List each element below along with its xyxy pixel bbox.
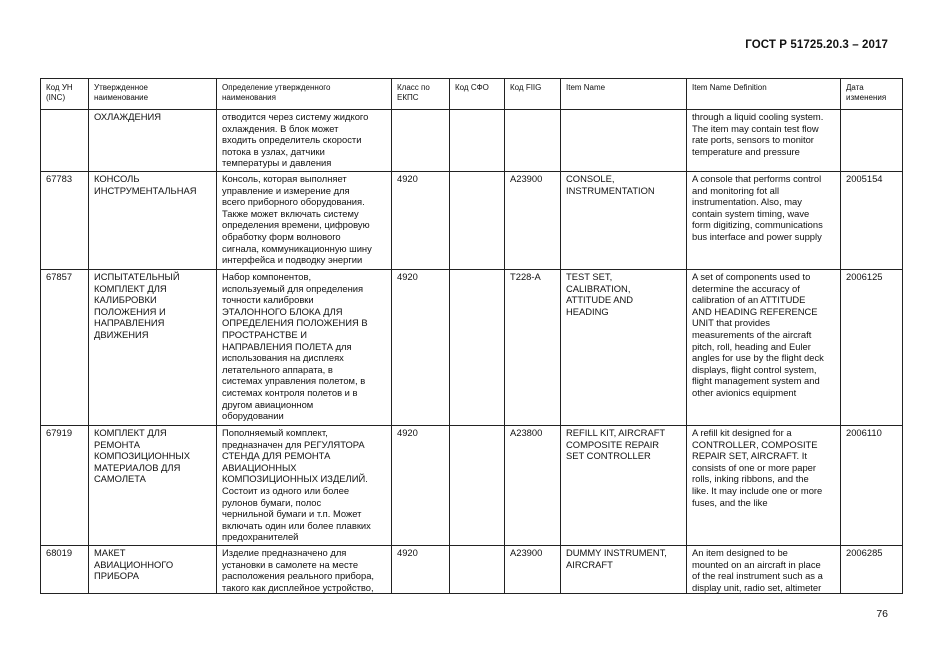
cell-fiig (505, 110, 561, 172)
cell-class: 4920 (392, 425, 450, 545)
cell-approved-name: ИСПЫТАТЕЛЬНЫЙ КОМПЛЕКТ ДЛЯ КАЛИБРОВКИ ПОЛОЖЕНИЯ И НАПРАВЛЕНИЯ ДВИЖЕНИЯ (89, 269, 217, 425)
cell-item-name: CONSOLE, INSTRUMENTATION (561, 171, 687, 269)
cell-approved-name: КОМПЛЕКТ ДЛЯ РЕМОНТА КОМПОЗИЦИОННЫХ МАТЕРИАЛОВ ДЛЯ САМОЛЕТА (89, 425, 217, 545)
cell-definition: Консоль, которая выполняет управление и измерение для всего приборного оборудования. Также может включать систему определения времени, цифровую обработку форм волнового сигнала, коммуникационную шину интерфейса и подводку энергии (217, 171, 392, 269)
cell-item-definition: A console that performs control and monitoring fot all instrumentation. Also, may contain system timing, wave form digitizing, communications bus interface and power supply (687, 171, 841, 269)
cell-definition: Набор компонентов, используемый для определения точности калибровки ЭТАЛОННОГО БЛОКА ДЛЯ ОПРЕДЕЛЕНИЯ ПОЛОЖЕНИЯ В ПРОСТРАНСТВЕ И НАПРАВЛЕНИЯ ПОЛЕТА для использования на дисплеях летательного аппарата, в системах управления полетом, в системах контроля полетов и в другом авиационном оборудовании (217, 269, 392, 425)
cell-sfo (450, 171, 505, 269)
column-header-code: Код УН (INC) (41, 79, 89, 110)
cell-fiig: A23900 (505, 545, 561, 593)
column-header-item-name: Item Name (561, 79, 687, 110)
cell-item-definition: A set of components used to determine the accuracy of calibration of an ATTITUDE AND HEADING REFERENCE UNIT that provides measurements of the aircraft pitch, roll, heading and Euler angles for use by the flight deck displays, flight control system, flight management system and other avionics equipment (687, 269, 841, 425)
table-row (41, 110, 903, 172)
table-row (41, 171, 903, 269)
cell-approved-name: МАКЕТ АВИАЦИОННОГО ПРИБОРА (89, 545, 217, 593)
cell-date (841, 110, 903, 172)
cell-class: 4920 (392, 171, 450, 269)
cell-date: 2006125 (841, 269, 903, 425)
cell-date: 2006110 (841, 425, 903, 545)
cell-code: 68019 (41, 545, 89, 593)
column-header-sfo: Код СФО (450, 79, 505, 110)
cell-item-name: DUMMY INSTRUMENT, AIRCRAFT (561, 545, 687, 593)
cell-definition: отводится через систему жидкого охлаждения. В блок может входить определитель скорости потока в узлах, датчики температуры и давления (217, 110, 392, 172)
cell-code (41, 110, 89, 172)
cell-date: 2006285 (841, 545, 903, 593)
cell-code: 67857 (41, 269, 89, 425)
table-row (41, 269, 903, 425)
column-header-class: Класс по ЕКПС (392, 79, 450, 110)
cell-code: 67919 (41, 425, 89, 545)
cell-sfo (450, 269, 505, 425)
column-header-date: Дата изменения (841, 79, 903, 110)
column-header-item-definition: Item Name Definition (687, 79, 841, 110)
cell-fiig: A23900 (505, 171, 561, 269)
cell-class: 4920 (392, 269, 450, 425)
table-header-row (41, 79, 903, 110)
cell-sfo (450, 110, 505, 172)
column-header-fiig: Код FIIG (505, 79, 561, 110)
cell-item-name: REFILL KIT, AIRCRAFT COMPOSITE REPAIR SET CONTROLLER (561, 425, 687, 545)
cell-fiig: A23800 (505, 425, 561, 545)
cell-sfo (450, 545, 505, 593)
cell-approved-name: КОНСОЛЬ ИНСТРУМЕНТАЛЬНАЯ (89, 171, 217, 269)
cell-definition: Пополняемый комплект, предназначен для РЕГУЛЯТОРА СТЕНДА ДЛЯ РЕМОНТА АВИАЦИОННЫХ КОМПОЗИЦИОННЫХ ИЗДЕЛИЙ. Состоит из одного или более рулонов бумаги, полос чернильной бумаги и т.п. Может включать один или более плавких предохранителей (217, 425, 392, 545)
table-row (41, 425, 903, 545)
cell-class: 4920 (392, 545, 450, 593)
cell-definition: Изделие предназначено для установки в самолете на месте расположения реального прибора, такого как дисплейное устройство, (217, 545, 392, 593)
cell-item-name: TEST SET, CALIBRATION, ATTITUDE AND HEADING (561, 269, 687, 425)
page-number: 76 (876, 608, 888, 620)
cell-date: 2005154 (841, 171, 903, 269)
document-code-header: ГОСТ Р 51725.20.3 – 2017 (745, 39, 888, 51)
cell-code: 67783 (41, 171, 89, 269)
cell-class (392, 110, 450, 172)
column-header-definition: Определение утвержденного наименования (217, 79, 392, 110)
table-row (41, 545, 903, 593)
cell-sfo (450, 425, 505, 545)
cell-item-definition: through a liquid cooling system. The item may contain test flow rate ports, sensors to monitor temperature and pressure (687, 110, 841, 172)
cell-item-definition: An item designed to be mounted on an aircraft in place of the real instrument such as a display unit, radio set, altimeter (687, 545, 841, 593)
cell-item-name (561, 110, 687, 172)
cell-item-definition: A refill kit designed for a CONTROLLER, COMPOSITE REPAIR SET, AIRCRAFT. It consists of one or more paper rolls, inking ribbons, and the like. It may include one or more fuses, and the like (687, 425, 841, 545)
cell-approved-name: ОХЛАЖДЕНИЯ (89, 110, 217, 172)
catalog-table (40, 78, 903, 594)
column-header-approved-name: Утвержденное наименование (89, 79, 217, 110)
cell-fiig: T228-A (505, 269, 561, 425)
